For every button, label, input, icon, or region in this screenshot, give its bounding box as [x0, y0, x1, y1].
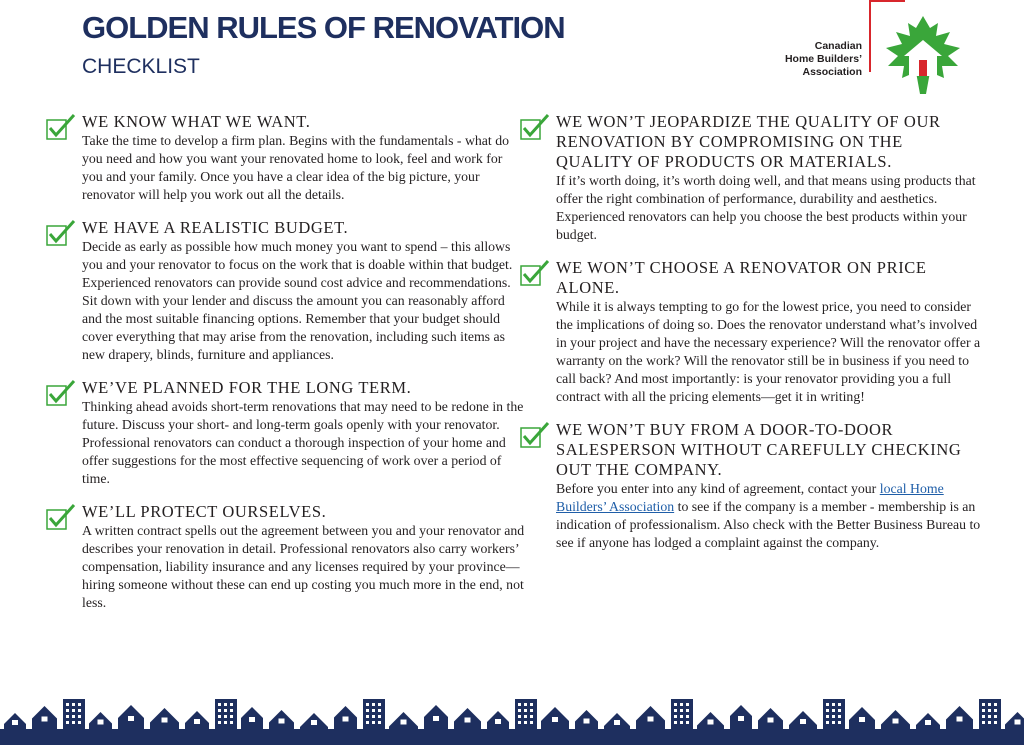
checklist-item	[46, 502, 526, 612]
right-column	[520, 112, 982, 566]
logo-divider	[869, 0, 871, 72]
logo-line-2: Home Builders’	[784, 53, 862, 65]
item-heading: WE’VE PLANNED FOR THE LONG TERM.	[82, 378, 412, 397]
checkmark-icon	[520, 260, 550, 286]
item-heading: WE WON’T BUY FROM A DOOR-TO-DOOR SALESPERSON WITHOUT CAREFULLY CHECKING OUT THE COMPANY.	[556, 420, 962, 479]
checkmark-icon	[46, 380, 76, 406]
houses-skyline-footer	[0, 685, 1024, 745]
item-body: If it’s worth doing, it’s worth doing well, and that means using products that offer the right combination of performance, durability and aesthetics. Experienced renovators can help you choose the best products within your budget.	[556, 173, 976, 242]
checkmark-icon	[46, 504, 76, 530]
body-text-after: to see if the company is a member - membership is an indication of professionalism. Also check with the Better Business Bureau to see if anyone has lodged a complaint against the company.	[556, 499, 981, 550]
checklist-item	[46, 218, 526, 364]
checklist-item	[46, 378, 526, 488]
checkmark-icon	[46, 114, 76, 140]
item-heading: WE WON’T CHOOSE A RENOVATOR ON PRICE ALONE.	[556, 258, 927, 297]
item-heading: WE’LL PROTECT OURSELVES.	[82, 502, 327, 521]
logo-line-3: Association	[802, 66, 862, 78]
checkmark-icon	[520, 114, 550, 140]
logo-divider-top	[869, 0, 905, 2]
logo-text	[752, 40, 862, 79]
item-heading: WE WON’T JEOPARDIZE THE QUALITY OF OUR RENOVATION BY COMPROMISING ON THE QUALITY OF PRODUCTS OR MATERIALS.	[556, 112, 941, 171]
checklist-item	[520, 258, 982, 406]
left-column	[46, 112, 526, 626]
page-title: GOLDEN RULES OF RENOVATION	[82, 10, 565, 45]
item-body: While it is always tempting to go for the lowest price, you need to consider the implications of doing so. Does the renovator understand what’s involved in your project and have the necessary experience? Will the renovator offer a warranty on the work? Will the renovator still be in business if you need to call back? And most importantly: is your renovator providing you a full contract with all the pricing elements—get it in writing!	[556, 299, 981, 404]
maple-leaf-house-logo	[880, 14, 966, 96]
item-body: Thinking ahead avoids short-term renovations that may need to be redone in the future. Discuss your short- and long-term goals openly with your renovator. Professional renovators can conduct a thorough inspection of your home and offer suggestions for the most effective sequencing of work over a period of time.	[82, 399, 524, 486]
page-subtitle: CHECKLIST	[82, 55, 200, 78]
item-heading: WE KNOW WHAT WE WANT.	[82, 112, 311, 131]
item-heading: WE HAVE A REALISTIC BUDGET.	[82, 218, 349, 237]
item-body	[556, 480, 982, 552]
checklist-item	[520, 112, 982, 244]
item-body: Decide as early as possible how much money you want to spend – this allows you and your renovator to focus on the work that is doable within that budget. Experienced renovators can provide sound cost advice and recommendations. Sit down with your lender and discuss the amount you can reasonably afford and the most suitable financing options. Remember that your budget should cover everything that may arise from the renovation, including such items as new drapery, blinds, furniture and appliances.	[82, 239, 513, 362]
item-body: Take the time to develop a firm plan. Begins with the fundamentals - what do you need and how you want your renovated home to look, feel and work for you and your family. Once you have a clear idea of the big picture, your renovator will help you work out all the details.	[82, 133, 510, 202]
checklist-item	[520, 420, 982, 552]
body-text-before: Before you enter into any kind of agreement, contact your	[556, 481, 880, 496]
checkmark-icon	[520, 422, 550, 448]
logo-line-1: Canadian	[814, 40, 862, 52]
checklist-item	[46, 112, 526, 204]
item-body: A written contract spells out the agreement between you and your renovator and describes your renovation in detail. Professional renovators also carry workers’ compensation, liability insurance and any licenses required by your province—hiring someone without these can end up costing you much more in the end, not less.	[82, 523, 525, 610]
checkmark-icon	[46, 220, 76, 246]
local-hba-link[interactable]: local Home Builders’ Association	[556, 481, 944, 514]
